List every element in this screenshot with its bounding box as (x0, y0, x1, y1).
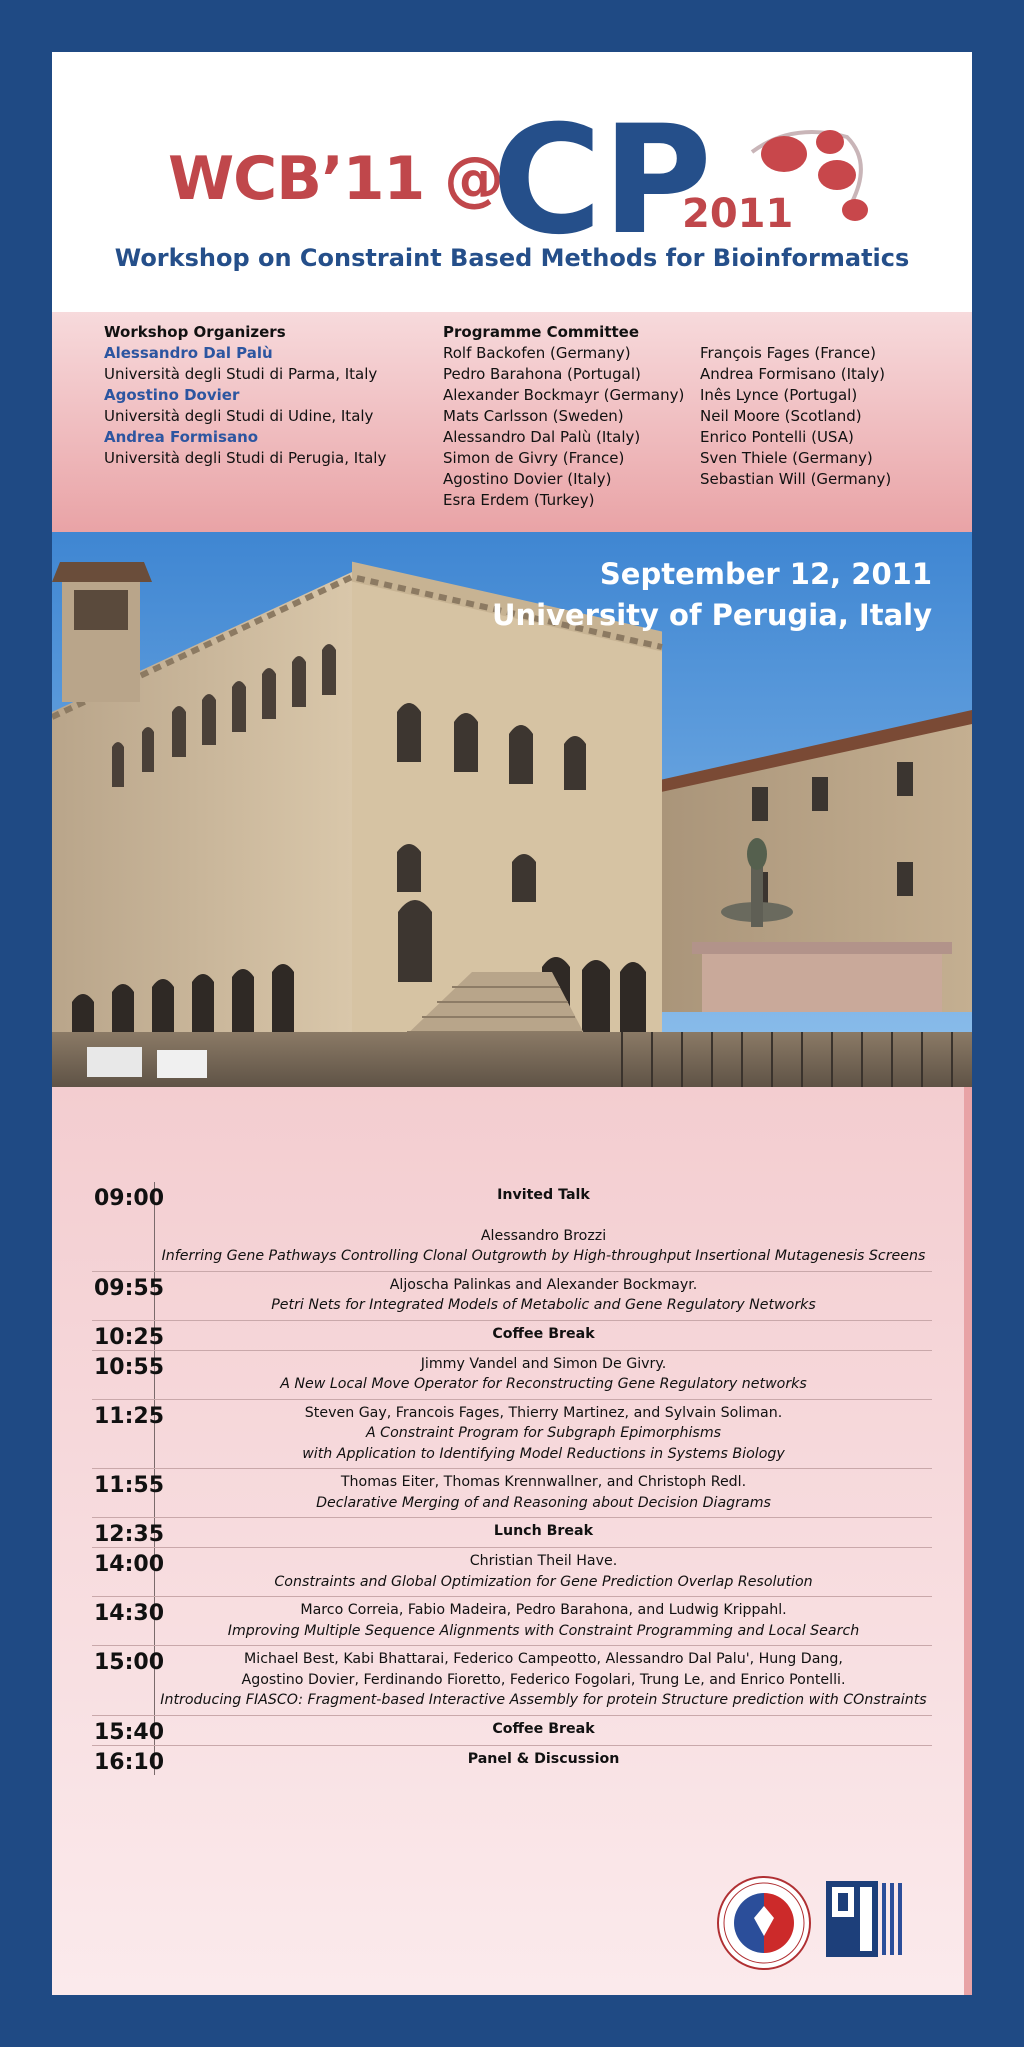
schedule-row (92, 1321, 932, 1351)
session-details (155, 1646, 932, 1715)
authors: Michael Best, Kabi Bhattarai, Federico Campeotto, Alessandro Dal Palu', Hung Dang, (244, 1651, 843, 1667)
schedule-row (92, 1548, 932, 1597)
session-spacer (155, 1206, 932, 1226)
organizer-affiliation: Università degli Studi di Perugia, Italy (104, 449, 387, 467)
authors: Steven Gay, Francois Fages, Thierry Martinez, and Sylvain Soliman. (304, 1404, 783, 1421)
institution-logos (714, 1873, 944, 1973)
schedule-row (92, 1746, 932, 1775)
committee-member: Mats Carlsson (Sweden) (443, 407, 624, 425)
authors: Aljoscha Palinkas and Alexander Bockmayr. (389, 1276, 698, 1293)
university-seal-icon (718, 1877, 810, 1969)
paper-title: Constraints and Global Optimization for Gene Prediction Overlap Resolution (274, 1573, 813, 1590)
committee-member: Enrico Pontelli (USA) (700, 428, 854, 446)
committee-member: Simon de Givry (France) (443, 449, 625, 467)
authors: Jimmy Vandel and Simon De Givry. (420, 1355, 667, 1372)
session-time: 10:55 (92, 1351, 155, 1399)
authors: Agostino Dovier, Ferdinando Fioretto, Federico Fogolari, Trung Le, and Enrico Pontelli. (241, 1671, 846, 1688)
session-title: Invited Talk (497, 1187, 590, 1203)
session-time: 11:55 (92, 1469, 155, 1517)
paper-title: with Application to Identifying Model Reductions in Systems Biology (302, 1445, 785, 1462)
workshop-subtitle: Workshop on Constraint Based Methods for Bioinformatics (114, 244, 910, 272)
organizer-affiliation: Università degli Studi di Udine, Italy (104, 407, 374, 425)
organizer-name: Andrea Formisano (104, 428, 259, 446)
authors: Thomas Eiter, Thomas Krennwallner, and Christoph Redl. (340, 1474, 747, 1490)
session-time: 09:00 (92, 1182, 155, 1271)
paper-title: A Constraint Program for Subgraph Epimorphisms (365, 1425, 722, 1441)
committee-column-2 (700, 343, 891, 490)
logo-cp-text: CP (492, 94, 713, 262)
session-details (155, 1272, 932, 1320)
session-time: 10:25 (92, 1321, 155, 1350)
committee-band (52, 312, 972, 532)
schedule-table (92, 1182, 932, 1775)
committee-member: Alessandro Dal Palù (Italy) (443, 428, 641, 446)
event-title: WCB’11 @ (168, 144, 504, 214)
organizers-column (104, 322, 386, 469)
schedule-row (92, 1518, 932, 1548)
poster-header (52, 52, 972, 312)
session-details (155, 1469, 932, 1517)
paper-title: Introducing FIASCO: Fragment-based Interactive Assembly for protein Structure prediction with COnstraints (160, 1692, 927, 1708)
authors: Christian Theil Have. (469, 1553, 618, 1569)
committee-member: Rolf Backofen (Germany) (443, 344, 631, 362)
committee-member: François Fages (France) (700, 344, 876, 362)
authors: Alessandro Brozzi (480, 1227, 607, 1244)
session-time: 15:00 (92, 1646, 155, 1715)
schedule-row (92, 1182, 932, 1272)
event-info (492, 554, 932, 636)
committee-member: Alexander Bockmayr (Germany) (443, 386, 685, 404)
committee-heading: Programme Committee (443, 323, 640, 341)
session-title: Coffee Break (492, 1325, 595, 1342)
session-time: 14:30 (92, 1597, 155, 1645)
paper-title: A New Local Move Operator for Reconstructing Gene Regulatory networks (280, 1376, 807, 1392)
session-details (155, 1400, 932, 1469)
poster (52, 52, 972, 1995)
session-time: 16:10 (92, 1746, 155, 1775)
schedule-row (92, 1351, 932, 1400)
organizer-name: Agostino Dovier (104, 386, 240, 404)
paper-title: Improving Multiple Sequence Alignments with Constraint Programming and Local Search (227, 1622, 860, 1639)
session-details (155, 1321, 932, 1350)
organizer-affiliation: Università degli Studi di Parma, Italy (104, 365, 378, 383)
paper-title: Inferring Gene Pathways Controlling Clonal Outgrowth by High-throughput Insertional Mutagenesis Screens (161, 1248, 926, 1264)
committee-member: Andrea Formisano (Italy) (700, 365, 885, 383)
schedule-section (52, 1087, 972, 1995)
session-time: 09:55 (92, 1272, 155, 1320)
session-title: Coffee Break (492, 1720, 595, 1737)
committee-member: Neil Moore (Scotland) (700, 407, 862, 425)
session-details (155, 1518, 932, 1547)
session-details (155, 1351, 932, 1399)
cp2011-logo (492, 82, 892, 262)
committee-member: Pedro Barahona (Portugal) (443, 365, 641, 383)
schedule-row (92, 1469, 932, 1518)
schedule-row (92, 1272, 932, 1321)
committee-member: Agostino Dovier (Italy) (443, 470, 612, 488)
event-date: September 12, 2011 (599, 557, 932, 591)
event-venue: University of Perugia, Italy (491, 598, 932, 632)
paper-title: Petri Nets for Integrated Models of Metabolic and Gene Regulatory Networks (271, 1297, 816, 1313)
logo-year-text: 2011 (682, 191, 794, 237)
schedule-row (92, 1597, 932, 1646)
session-details (155, 1597, 932, 1645)
schedule-row (92, 1646, 932, 1716)
session-time: 12:35 (92, 1518, 155, 1547)
department-logo-icon (826, 1881, 902, 1957)
committee-member: Inês Lynce (Portugal) (700, 386, 858, 404)
session-time: 15:40 (92, 1716, 155, 1745)
session-details (155, 1182, 932, 1271)
session-title: Lunch Break (493, 1523, 594, 1539)
schedule-row (92, 1716, 932, 1746)
authors: Marco Correia, Fabio Madeira, Pedro Barahona, and Ludwig Krippahl. (300, 1602, 787, 1618)
committee-column-1 (443, 322, 684, 511)
session-time: 14:00 (92, 1548, 155, 1596)
organizer-name: Alessandro Dal Palù (104, 344, 273, 362)
session-time: 11:25 (92, 1400, 155, 1469)
organizers-heading: Workshop Organizers (104, 323, 286, 341)
paper-title: Declarative Merging of and Reasoning about Decision Diagrams (316, 1494, 771, 1511)
session-details (155, 1746, 932, 1775)
committee-member: Sven Thiele (Germany) (700, 449, 873, 467)
committee-member: Sebastian Will (Germany) (700, 470, 892, 488)
perugia-photo (52, 532, 972, 1087)
committee-member: Esra Erdem (Turkey) (443, 491, 595, 509)
session-details (155, 1548, 932, 1596)
session-title: Panel & Discussion (467, 1750, 620, 1767)
schedule-row (92, 1400, 932, 1470)
session-details (155, 1716, 932, 1745)
